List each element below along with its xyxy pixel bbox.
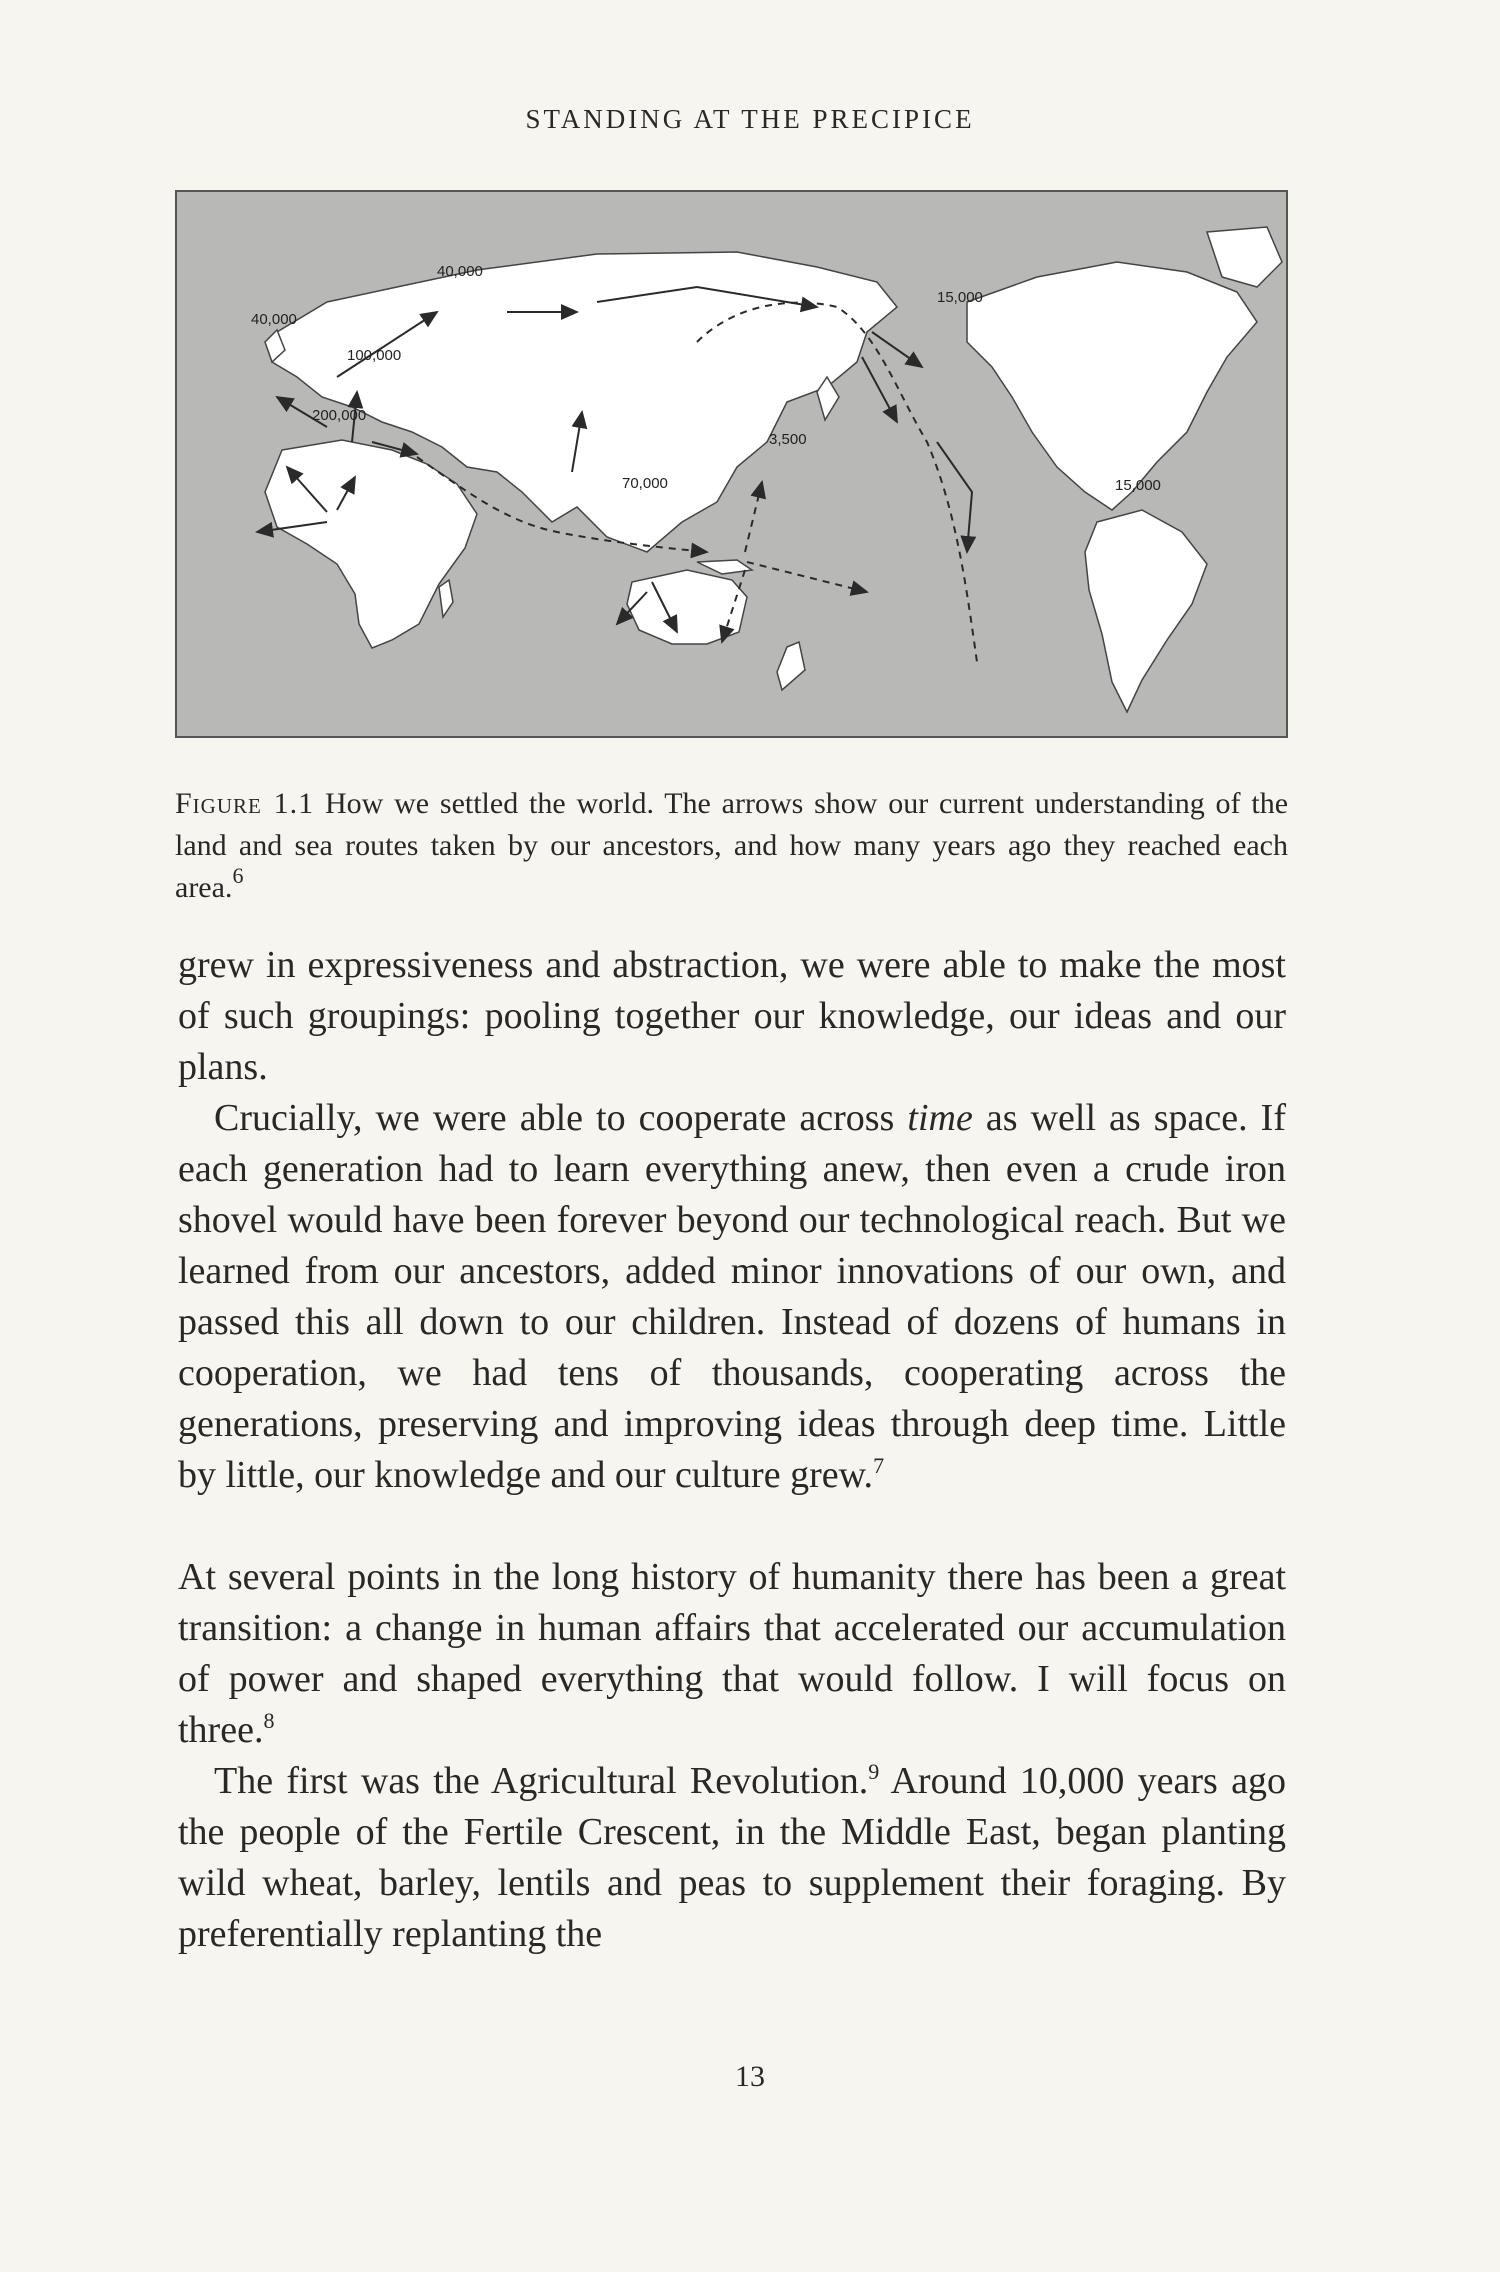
footnote-8: 8 [263, 1708, 275, 1733]
footnote-7: 7 [873, 1453, 885, 1478]
p2-end: as well as space. If each generation had to learn everything anew, then even a crude iron shovel would have been forever beyond our technological reach. But we learned from our ancestors, added minor innovations of our own, and passed this all down to our children. Instead of dozens of humans in cooperation, we had tens of thousands, cooperating across the generations, preserving and improving ideas through deep time. Little by little, our knowledge and our culture grew. [178, 1097, 1286, 1496]
label-australia: 70,000 [622, 475, 668, 492]
world-map [177, 192, 1286, 736]
p2-start: Crucially, we were able to cooperate across [214, 1097, 908, 1139]
main-text [178, 940, 1286, 1960]
australia-landmass [627, 570, 747, 644]
label-pacific: 3,500 [769, 431, 807, 448]
p4-start: The first was the Agricultural Revolution. [214, 1760, 869, 1802]
paragraph-1: grew in expressiveness and abstraction, we were able to make the most of such groupings: pooling together our knowledge, our ideas and our plans. [178, 944, 1286, 1088]
figure-caption [175, 783, 1288, 909]
label-siberia: 40,000 [437, 263, 483, 280]
p2-emphasis: time [907, 1097, 973, 1139]
migration-map-figure [175, 190, 1288, 738]
caption-text: How we settled the world. The arrows show our current understanding of the land and sea routes taken by our ancestors, and how many years ago they reached each area. [175, 787, 1289, 904]
paragraph-2 [178, 1093, 1286, 1501]
label-south-america: 15,000 [1115, 477, 1161, 494]
p3-text: At several points in the long history of humanity there has been a great transition: a change in human affairs that accelerated our accumulation of power and shaped everything that would follow. I will focus on three. [178, 1556, 1286, 1751]
label-north-america: 15,000 [937, 289, 983, 306]
paragraph-4 [178, 1756, 1286, 1960]
footnote-9: 9 [868, 1759, 880, 1784]
page-number: 13 [735, 2060, 765, 2093]
running-header: STANDING AT THE PRECIPICE [525, 104, 975, 134]
p4-end: Around 10,000 years ago the people of the Fertile Crescent, in the Middle East, began planting wild wheat, barley, lentils and peas to supplement their foraging. By preferentially replanting the [178, 1760, 1286, 1955]
figure-label: Figure 1.1 [175, 787, 315, 820]
paragraph-3 [178, 1552, 1286, 1756]
caption-footnote: 6 [232, 863, 244, 888]
label-europe: 40,000 [251, 311, 297, 328]
label-africa: 200,000 [312, 407, 367, 424]
label-middle-east: 100,000 [347, 347, 402, 364]
